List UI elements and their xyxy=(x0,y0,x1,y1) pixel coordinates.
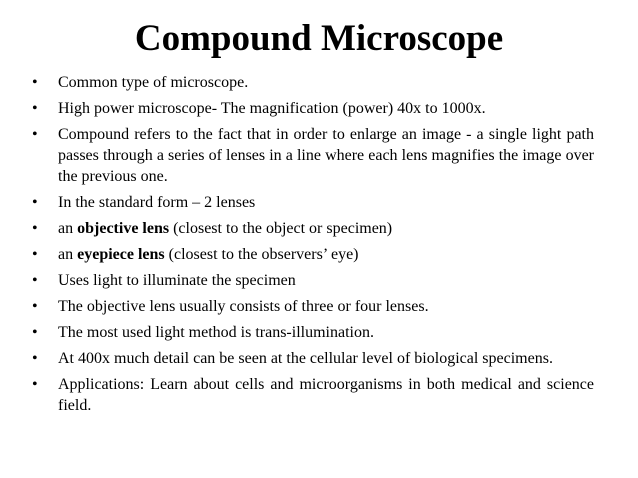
bullet-item xyxy=(32,218,594,239)
bullet-text: The objective lens usually consists of three or four lenses. xyxy=(58,298,429,315)
bullet-dot-icon: • xyxy=(32,324,38,341)
bullet-item xyxy=(32,322,594,343)
bullet-item xyxy=(32,244,594,265)
bullet-dot-icon: • xyxy=(32,298,38,315)
bullet-text: Compound refers to the fact that in order to enlarge an image - a single light path passes through a series of lenses in a line where each lens magnifies the image over the previous one. xyxy=(58,126,594,185)
bullet-text: Common type of microscope. xyxy=(58,74,249,91)
bullet-text-suffix: (closest to the object or specimen) xyxy=(169,220,393,237)
bullet-dot-icon: • xyxy=(32,126,38,143)
bullet-dot-icon: • xyxy=(32,376,38,393)
bullet-dot-icon: • xyxy=(32,194,38,211)
bullet-list xyxy=(32,72,594,416)
bullet-item xyxy=(32,98,594,119)
bullet-text: In the standard form – 2 lenses xyxy=(58,194,256,211)
bullet-dot-icon: • xyxy=(32,220,38,237)
bullet-item xyxy=(32,192,594,213)
bullet-item xyxy=(32,270,594,291)
bullet-text: Applications: Learn about cells and microorganisms in both medical and science field. xyxy=(58,376,594,414)
slide-title: Compound Microscope xyxy=(134,18,504,59)
bullet-item xyxy=(32,348,594,369)
bullet-dot-icon: • xyxy=(32,74,38,91)
bullet-text: Uses light to illuminate the specimen xyxy=(58,272,296,289)
bullet-text: High power microscope- The magnification (power) 40x to 1000x. xyxy=(58,100,486,117)
bullet-item xyxy=(32,72,594,93)
bullet-text-prefix: an xyxy=(58,246,78,263)
bullet-dot-icon: • xyxy=(32,272,38,289)
bullet-dot-icon: • xyxy=(32,100,38,117)
bullet-dot-icon: • xyxy=(32,350,38,367)
bullet-text-bold: eyepiece lens xyxy=(77,246,165,263)
bullet-text-suffix: (closest to the observers’ eye) xyxy=(164,246,359,263)
bullet-text-bold: objective lens xyxy=(77,220,170,237)
bullet-text: At 400x much detail can be seen at the cellular level of biological specimens. xyxy=(58,350,553,367)
bullet-item xyxy=(32,124,594,187)
bullet-dot-icon: • xyxy=(32,246,38,263)
bullet-text-prefix: an xyxy=(58,220,78,237)
bullet-item xyxy=(32,374,594,416)
bullet-text: The most used light method is trans-illumination. xyxy=(58,324,374,341)
bullet-item xyxy=(32,296,594,317)
